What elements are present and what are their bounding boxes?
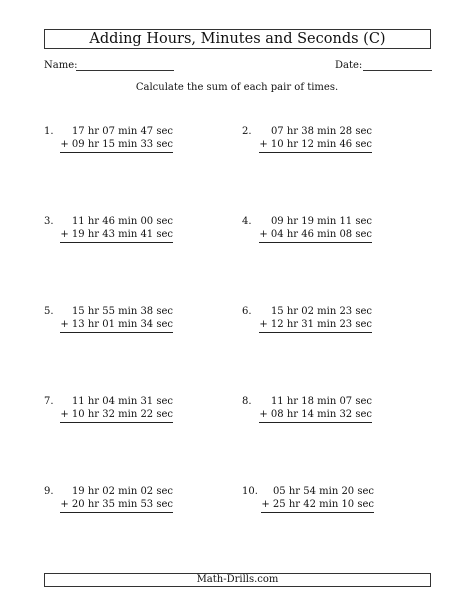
problem-2 [242,125,442,165]
problem-number: 6. [242,306,252,317]
problem-bottom-time: + 08 hr 14 min 32 sec [259,408,372,423]
problem-number: 10. [242,486,258,497]
problem-top-time: 11 hr 18 min 07 sec [270,396,372,407]
problem-number: 4. [242,216,252,227]
problem-top-time: 11 hr 46 min 00 sec [71,216,173,227]
problem-top-time: 09 hr 19 min 11 sec [270,216,372,227]
problem-3 [44,215,244,255]
problem-bottom-time: + 20 hr 35 min 53 sec [60,498,173,513]
problem-8 [242,395,442,435]
problem-number: 8. [242,396,252,407]
problem-top-time: 15 hr 02 min 23 sec [270,306,372,317]
problem-bottom-time: + 13 hr 01 min 34 sec [60,318,173,333]
problem-bottom-time: + 10 hr 12 min 46 sec [259,138,372,153]
problem-10 [242,485,442,525]
problem-number: 9. [44,486,54,497]
problem-bottom-time: + 09 hr 15 min 33 sec [60,138,173,153]
problem-number: 2. [242,126,252,137]
problem-top-time: 17 hr 07 min 47 sec [71,126,173,137]
problem-7 [44,395,244,435]
instructions: Calculate the sum of each pair of times. [135,82,339,93]
worksheet-title: Adding Hours, Minutes and Seconds (C) [44,29,431,49]
problem-bottom-time: + 04 hr 46 min 08 sec [259,228,372,243]
problem-1 [44,125,244,165]
problem-number: 3. [44,216,54,227]
name-label: Name: [44,60,78,71]
problem-number: 1. [44,126,54,137]
problem-5 [44,305,244,345]
problem-bottom-time: + 10 hr 32 min 22 sec [60,408,173,423]
name-field-line [76,70,174,71]
problem-4 [242,215,442,255]
problem-top-time: 11 hr 04 min 31 sec [71,396,173,407]
problem-6 [242,305,442,345]
problem-bottom-time: + 12 hr 31 min 23 sec [259,318,372,333]
problem-number: 5. [44,306,54,317]
problem-top-time: 15 hr 55 min 38 sec [71,306,173,317]
date-field-line [363,70,432,71]
problem-top-time: 19 hr 02 min 02 sec [71,486,173,497]
date-label: Date: [335,60,363,71]
problem-bottom-time: + 25 hr 42 min 10 sec [261,498,374,513]
problem-top-time: 07 hr 38 min 28 sec [270,126,372,137]
problem-bottom-time: + 19 hr 43 min 41 sec [60,228,173,243]
problem-number: 7. [44,396,54,407]
problem-top-time: 05 hr 54 min 20 sec [272,486,374,497]
footer-brand: Math-Drills.com [44,573,431,587]
problem-9 [44,485,244,525]
